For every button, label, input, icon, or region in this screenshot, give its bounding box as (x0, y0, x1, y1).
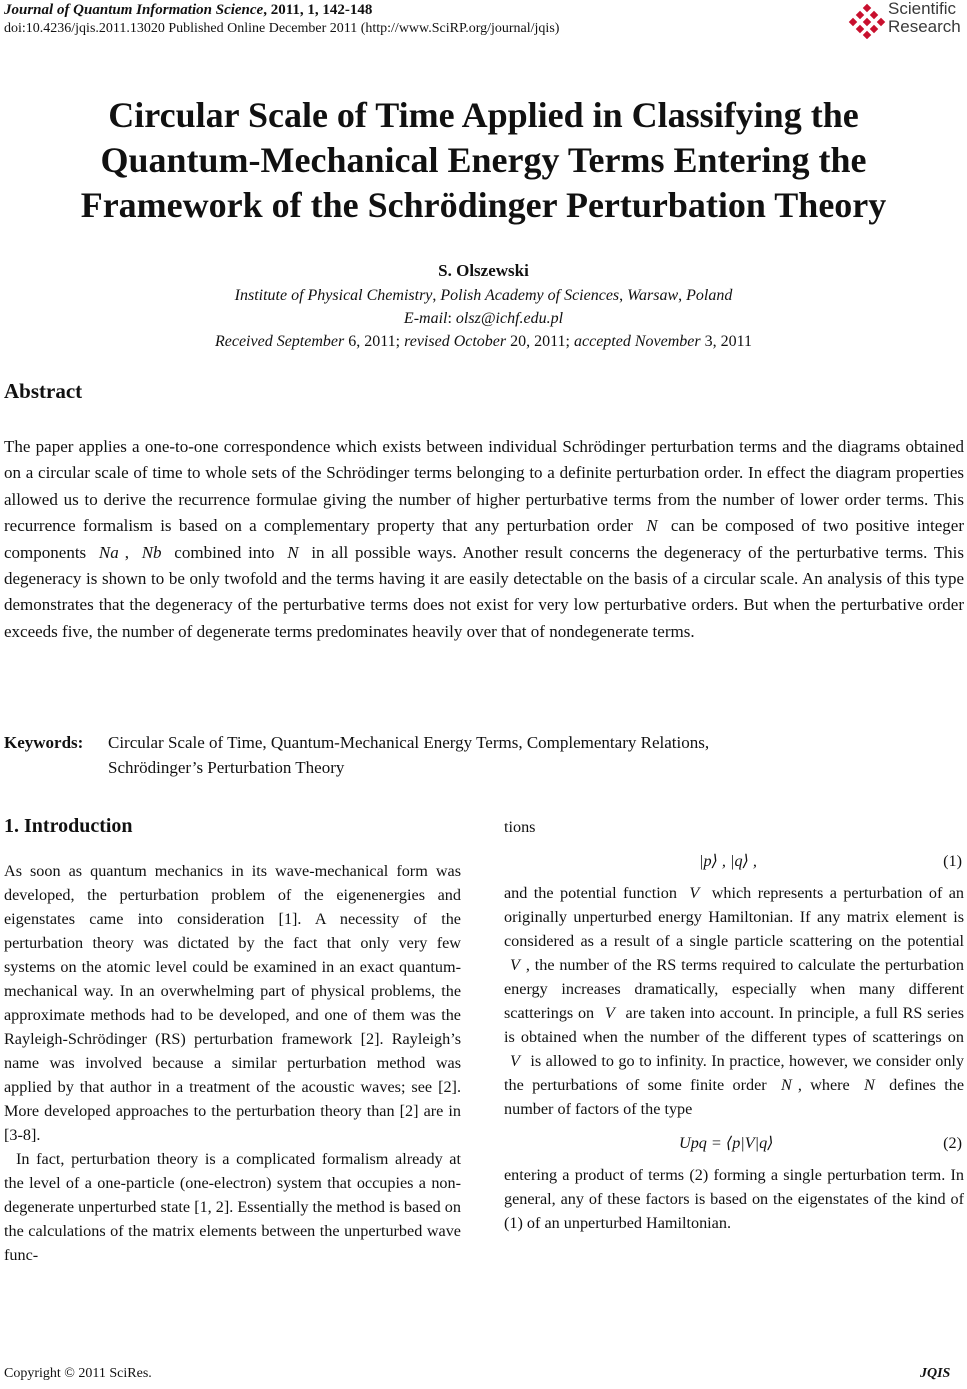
abstract-part: in all possible ways. Another result concerns the degeneracy of the perturbative terms. This degeneracy is shown to be only twofold and the terms having it are easily detectable on the basis of a circular scale. An analysis of this type demonstrates that the degeneracy of the perturbative terms does not exist for very low perturbative orders. But when the perturbative order exceeds five, the number of degenerate terms predominates heavily over that of nondegenerate terms. (4, 542, 965, 641)
text-part: which represents a perturbation of an originally unperturbed energy Hamiltonian. If any matrix element is considered as a result of a single particle scattering on the potential (504, 884, 965, 950)
keywords-list (108, 730, 928, 780)
journal-volume: , 2011, 1, 142-148 (263, 2, 373, 18)
math-symbol: N (287, 542, 299, 562)
text-part: and the potential function (504, 884, 677, 902)
email-address[interactable]: olsz@ichf.edu.pl (455, 310, 564, 327)
math-symbol: N (864, 1076, 875, 1094)
abstract-heading: Abstract (4, 379, 83, 403)
title-line-2: Quantum-Mechanical Energy Terms Entering the (100, 140, 867, 180)
received-date: 6, 2011; (344, 333, 405, 350)
paragraph: tions (504, 818, 536, 836)
logo-line-2: Research (888, 17, 961, 36)
email-label: E-mail (403, 310, 448, 327)
revised-date: 20, 2011; (506, 333, 574, 350)
affiliation (0, 287, 967, 305)
title-line-1: Circular Scale of Time Applied in Classifying the (108, 95, 859, 135)
affiliation-city: Warsaw (627, 287, 679, 304)
affiliation-sep: , (432, 287, 441, 304)
equation-1 (504, 839, 964, 881)
equation-1-number: (1) (943, 852, 962, 870)
equation-1-formula: |p⟩ , |q⟩ , (699, 852, 757, 870)
equation-2 (504, 1121, 964, 1163)
math-symbol: V (604, 1004, 615, 1022)
author-name: S. Olszewski (438, 261, 529, 280)
math-symbol: V (689, 884, 700, 902)
text-part: , the number of the RS terms required to calculate the perturbation energy increases dramatically, especially when many different scatterings on (504, 956, 964, 1022)
text-part: , where (797, 1076, 850, 1094)
keywords-line-1: Circular Scale of Time, Quantum-Mechanical Energy Terms, Complementary Relations, (108, 733, 710, 752)
paper-title (0, 93, 967, 228)
affiliation-sep: , (678, 287, 687, 304)
paragraph (504, 881, 964, 1121)
math-symbol: V (510, 1052, 520, 1070)
math-symbol: N (781, 1076, 792, 1094)
abstract-part: The paper applies a one-to-one correspondence which exists between individual Schrödinger perturbation terms and the diagrams obtained on a circular scale of time to whole sets of the Schrödinger terms belonging to a definite perturbation order. In effect the diagram properties allowed us to derive the recurrence formulae giving the number of higher perturbative terms from the number of lower order terms. This recurrence formalism is based on a complementary property that any perturbation order (4, 437, 964, 536)
accepted-label: accepted November (574, 333, 701, 350)
math-symbol: Na (98, 542, 119, 562)
affiliation-sep: , (619, 287, 628, 304)
paragraph: In fact, perturbation theory is a complicated formalism already at the level of a one-particle (one-electron) system that occupies a non-degenerate unperturbed state [1, 2]. Essentially the method is based on the calculations of the matrix elements between the unperturbed wave func- (4, 1150, 461, 1264)
copyright-notice: Copyright © 2011 SciRes. (4, 1366, 152, 1381)
logo-line-1: Scientific (888, 0, 957, 18)
math-symbol: V (510, 956, 520, 974)
affiliation-academy: Polish Academy of Sciences (440, 287, 620, 304)
received-dates (0, 333, 967, 351)
abstract-text (4, 434, 964, 645)
math-symbol: N (646, 516, 658, 536)
doi-line: doi:10.4236/jqis.2011.13020 Published Online December 2011 (http://www.SciRP.org/journal/jqis) (4, 21, 560, 36)
keywords-line-2: Schrödinger’s Perturbation Theory (108, 758, 345, 777)
revised-label: revised October (404, 333, 507, 350)
paragraph: entering a product of terms (2) forming a single perturbation term. In general, any of these factors is based on the eigenstates of the kind of (1) of an unperturbed Hamiltonian. (504, 1166, 964, 1232)
email-sep: : (447, 310, 456, 327)
section-heading: 1. Introduction (4, 815, 133, 837)
affiliation-institute: Institute of Physical Chemistry (234, 287, 433, 304)
title-line-3: Framework of the Schrödinger Perturbation Theory (80, 185, 887, 225)
math-symbol: Nb (141, 542, 162, 562)
text-part: is allowed to go to infinity. In practice, however, we consider only the perturbations of some finite order (504, 1052, 965, 1094)
logo-mark-icon (848, 3, 886, 39)
equation-2-number: (2) (943, 1134, 962, 1152)
received-label: Received September (214, 333, 345, 350)
accepted-date: 3, 2011 (700, 333, 753, 350)
logo-text (888, 0, 961, 36)
equation-2-formula: Upq = ⟨p|V|q⟩ (679, 1134, 774, 1152)
keywords (4, 730, 964, 777)
left-column (4, 859, 461, 1267)
author-email (0, 310, 967, 328)
abstract-part: combined into (174, 542, 275, 562)
abstract-part: , (124, 542, 129, 562)
journal-name: Journal of Quantum Information Science (4, 2, 264, 18)
journal-citation (4, 2, 372, 19)
publisher-logo (848, 0, 966, 40)
journal-abbreviation: JQIS (920, 1366, 951, 1381)
paragraph: As soon as quantum mechanics in its wave-mechanical form was developed, the perturbation problem of the eigenenergies and eigenstates came into consideration [1]. A necessity of the perturbation theory was dictated by the fact that only very few systems on the atomic level could be examined in an exact quantum-mechanical way. In an overwhelming part of physical problems, the approximate methods had to be developed, and one of them was the Rayleigh-Schrödinger (RS) perturbation framework [2]. Rayleigh’s name was involved because a similar perturbation method was applied by that author in a treatment of the acoustic waves; see [2]. More developed approaches to the perturbation theory than [2] are in [3-8]. (4, 862, 461, 1144)
affiliation-country: Poland (686, 287, 733, 304)
text-part: are taken into account. In principle, a full RS series is obtained when the number of the different types of scatterings on (504, 1004, 965, 1046)
keywords-label: Keywords: (4, 733, 84, 752)
abstract-part: can be composed of two positive integer components (4, 516, 964, 562)
right-column (504, 815, 964, 1235)
text-part: defines the number of factors of the type (504, 1076, 965, 1118)
